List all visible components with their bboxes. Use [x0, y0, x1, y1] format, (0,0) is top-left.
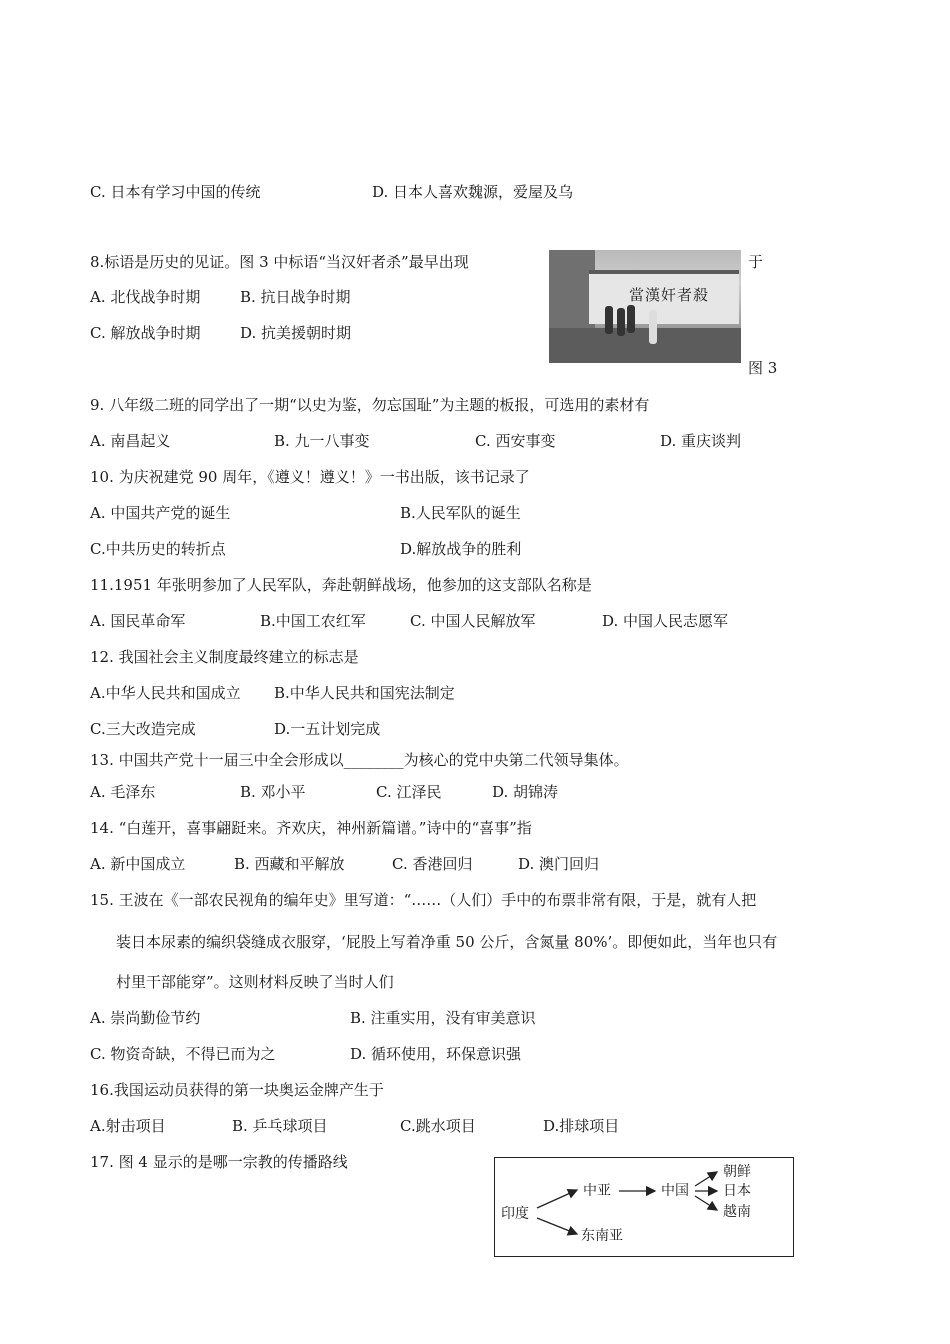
q13-option-d: D. 胡锦涛 [492, 783, 559, 801]
q10-stem: 10. 为庆祝建党 90 周年，《遵义！遵义！》一书出版，该书记录了 [90, 468, 530, 486]
q9-option-a: A. 南昌起义 [90, 432, 171, 450]
q15-option-a: A. 崇尚勤俭节约 [90, 1009, 201, 1027]
q13-option-b: B. 邓小平 [240, 783, 306, 801]
q9-option-d: D. 重庆谈判 [660, 432, 742, 450]
node-japan: 日本 [723, 1183, 751, 1199]
arrow-china-to-vietnam [695, 1196, 717, 1210]
q9-option-b: B. 九一八事变 [274, 432, 370, 450]
q8-option-b: B. 抗日战争时期 [240, 288, 351, 306]
node-central-asia: 中亚 [583, 1183, 611, 1199]
q9-option-c: C. 西安事变 [475, 432, 556, 450]
q11-option-d: D. 中国人民志愿军 [602, 612, 729, 630]
photo-figure [617, 308, 625, 336]
node-india: 印度 [501, 1206, 529, 1222]
q15-option-d: D. 循环使用，环保意识强 [350, 1045, 522, 1063]
q8-option-a: A. 北伐战争时期 [90, 288, 201, 306]
q15-option-c: C. 物资奇缺，不得已而为之 [90, 1045, 276, 1063]
q10-option-b: B.人民军队的诞生 [400, 504, 521, 522]
q11-stem: 11.1951 年张明参加了人民军队，奔赴朝鲜战场，他参加的这支部队名称是 [90, 576, 592, 594]
q10-option-c: C.中共历史的转折点 [90, 540, 226, 558]
q14-option-c: C. 香港回归 [392, 855, 473, 873]
q8-stem-end: 于 [748, 253, 764, 271]
q14-option-d: D. 澳门回归 [518, 855, 600, 873]
figure-3-photo [549, 250, 741, 363]
q15-stem-line-2: 装日本尿素的编织袋缝成衣服穿，‘屁股上写着净重 50 公斤，含氮量 80%’。即便如此，当年也只有 [116, 933, 778, 951]
q7-option-c: C. 日本有学习中国的传统 [90, 183, 261, 201]
figure-4-diagram [494, 1157, 794, 1257]
q17-stem: 17. 图 4 显示的是哪一宗教的传播路线 [90, 1153, 348, 1171]
photo-ground [549, 328, 741, 363]
node-southeast-asia: 东南亚 [581, 1228, 623, 1244]
q13-option-c: C. 江泽民 [376, 783, 442, 801]
node-china: 中国 [661, 1183, 689, 1199]
q12-stem: 12. 我国社会主义制度最终建立的标志是 [90, 648, 359, 666]
q14-stem: 14. “白莲开，喜事翩跹来。齐欢庆，神州新篇谱。”诗中的“喜事”指 [90, 819, 532, 837]
photo-slogan: 當漢奸者殺 [629, 286, 710, 304]
figure-3-caption: 图 3 [748, 359, 778, 377]
q8-stem: 8.标语是历史的见证。图 3 中标语“当汉奸者杀”最早出现 [90, 253, 469, 271]
q8-option-d: D. 抗美援朝时期 [240, 324, 352, 342]
q12-option-a: A.中华人民共和国成立 [90, 684, 241, 702]
q16-option-b: B. 乒乓球项目 [232, 1117, 328, 1135]
arrow-india-to-central-asia [537, 1190, 577, 1208]
q11-option-a: A. 国民革命军 [90, 612, 186, 630]
q15-stem-line-3: 村里干部能穿”。这则材料反映了当时人们 [116, 973, 394, 991]
q16-option-c: C.跳水项目 [400, 1117, 476, 1135]
photo-figure [605, 306, 613, 334]
q9-stem: 9. 八年级二班的同学出了一期“以史为鉴，勿忘国耻”为主题的板报，可选用的素材有 [90, 396, 650, 414]
q16-option-d: D.排球项目 [543, 1117, 620, 1135]
q8-option-c: C. 解放战争时期 [90, 324, 201, 342]
photo-figure [627, 305, 635, 333]
q16-stem: 16.我国运动员获得的第一块奥运金牌产生于 [90, 1081, 384, 1099]
q12-option-d: D.一五计划完成 [274, 720, 381, 738]
q12-option-b: B.中华人民共和国宪法制定 [274, 684, 455, 702]
q10-option-d: D.解放战争的胜利 [400, 540, 522, 558]
q10-option-a: A. 中国共产党的诞生 [90, 504, 231, 522]
q13-stem: 13. 中国共产党十一届三中全会形成以________为核心的党中央第二代领导集体。 [90, 751, 629, 769]
q14-option-b: B. 西藏和平解放 [234, 855, 345, 873]
q11-option-b: B.中国工农红军 [260, 612, 366, 630]
arrow-china-to-korea [695, 1172, 717, 1186]
q11-option-c: C. 中国人民解放军 [410, 612, 536, 630]
q16-option-a: A.射击项目 [90, 1117, 166, 1135]
q15-stem-line-1: 15. 王波在《一部农民视角的编年史》里写道：“……（人们）手中的布票非常有限，于是，就有人把 [90, 891, 757, 909]
q13-option-a: A. 毛泽东 [90, 783, 156, 801]
photo-figure [649, 310, 657, 344]
q14-option-a: A. 新中国成立 [90, 855, 186, 873]
arrow-india-to-southeast-asia [537, 1218, 577, 1234]
node-vietnam: 越南 [723, 1204, 751, 1220]
q7-option-d: D. 日本人喜欢魏源，爱屋及乌 [372, 183, 574, 201]
q15-option-b: B. 注重实用，没有审美意识 [350, 1009, 536, 1027]
node-korea: 朝鲜 [723, 1164, 751, 1180]
q12-option-c: C.三大改造完成 [90, 720, 196, 738]
